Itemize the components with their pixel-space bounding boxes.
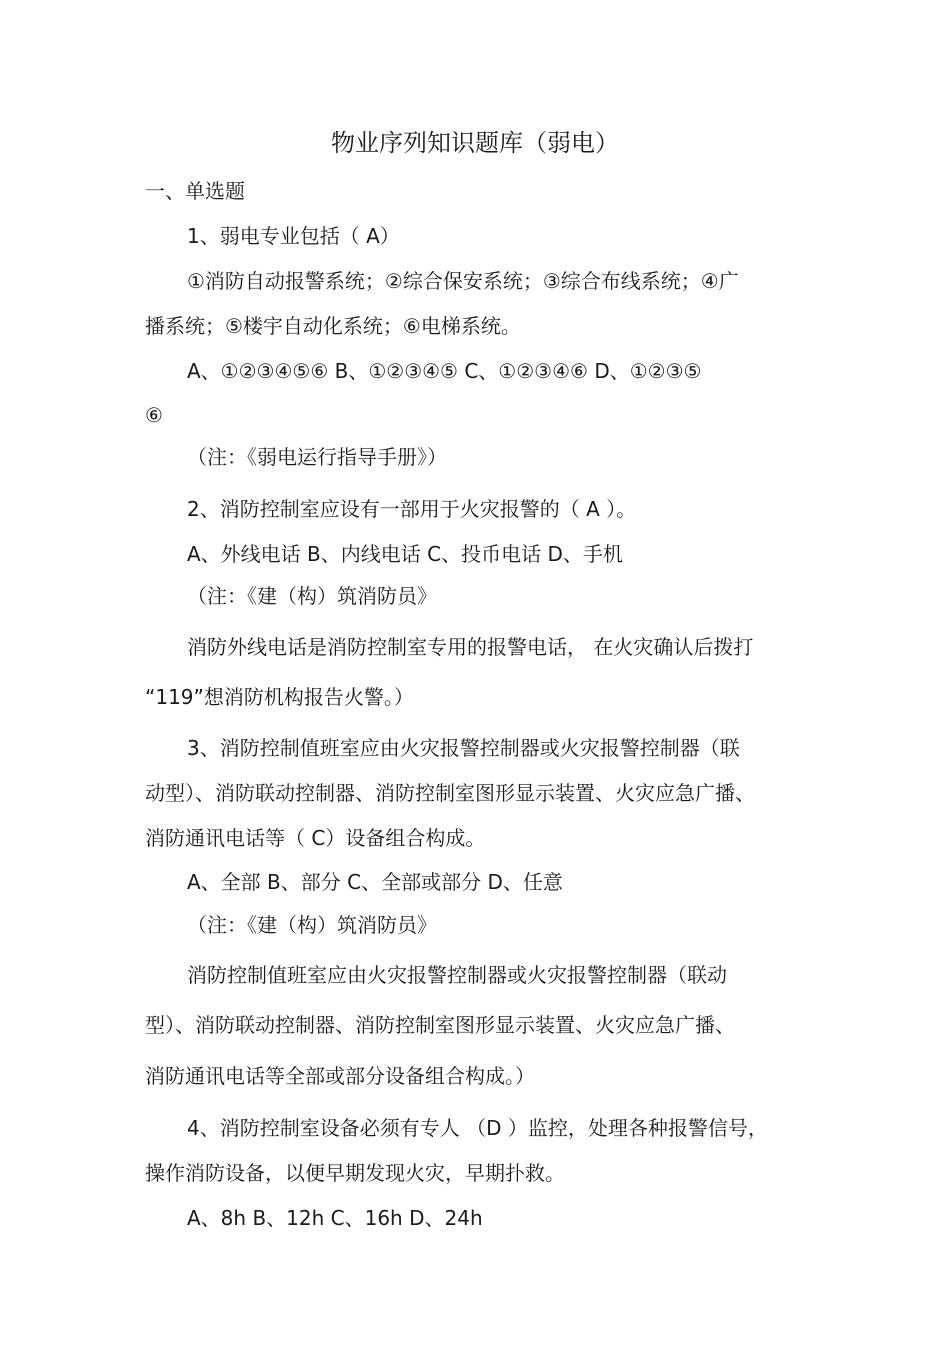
document-title: 物业序列知识题库（弱电） <box>331 129 619 157</box>
q2-options: A、外线电话 B、内线电话 C、投币电话 D、手机 <box>187 542 623 566</box>
q4-stem-line2: 操作消防设备，以便早期发现火灾，早期扑救。 <box>145 1161 565 1185</box>
q1-note: （注：《弱电运行指导手册》） <box>187 445 447 469</box>
q2-note: （注：《建（构）筑消防员》 <box>187 584 437 608</box>
q4-options: A、8h B、12h C、16h D、24h <box>187 1206 483 1230</box>
q3-explain-line1: 消防控制值班室应由火灾报警控制器或火灾报警控制器（联动 <box>187 963 727 987</box>
q1-items-line2: 播系统；⑤楼宇自动化系统；⑥电梯系统。 <box>145 314 521 338</box>
q3-stem-line3: 消防通讯电话等（ C）设备组合构成。 <box>145 826 486 850</box>
q1-options-line1: A、①②③④⑤⑥ B、①②③④⑤ C、①②③④⑥ D、①②③⑤ <box>187 359 702 383</box>
q2-stem: 2、消防控制室应设有一部用于火灾报警的（ A ）。 <box>187 497 637 521</box>
q4-stem-line1: 4、消防控制室设备必须有专人 （D ）监控，处理各种报警信号， <box>187 1116 768 1140</box>
q3-options: A、全部 B、部分 C、全部或部分 D、任意 <box>187 870 563 894</box>
q3-stem-line2: 动型）、消防联动控制器、消防控制室图形显示装置、火灾应急广播、 <box>145 781 755 805</box>
q2-explain-line1: 消防外线电话是消防控制室专用的报警电话， 在火灾确认后拨打 <box>187 635 754 659</box>
q1-stem: 1、弱电专业包括（ A） <box>187 224 400 248</box>
q3-explain-line3: 消防通讯电话等全部或部分设备组合构成。） <box>145 1064 535 1088</box>
section-heading: 一、单选题 <box>145 179 245 203</box>
q3-stem-line1: 3、消防控制值班室应由火灾报警控制器或火灾报警控制器（联 <box>187 736 740 760</box>
q3-note: （注：《建（构）筑消防员》 <box>187 913 437 937</box>
q1-options-line2: ⑥ <box>145 403 163 427</box>
q2-explain-line2: “119”想消防机构报告火警。） <box>145 685 414 709</box>
q1-items-line1: ①消防自动报警系统；②综合保安系统；③综合布线系统；④广 <box>187 269 739 293</box>
q3-explain-line2: 型）、消防联动控制器、消防控制室图形显示装置、火灾应急广播、 <box>145 1013 735 1037</box>
